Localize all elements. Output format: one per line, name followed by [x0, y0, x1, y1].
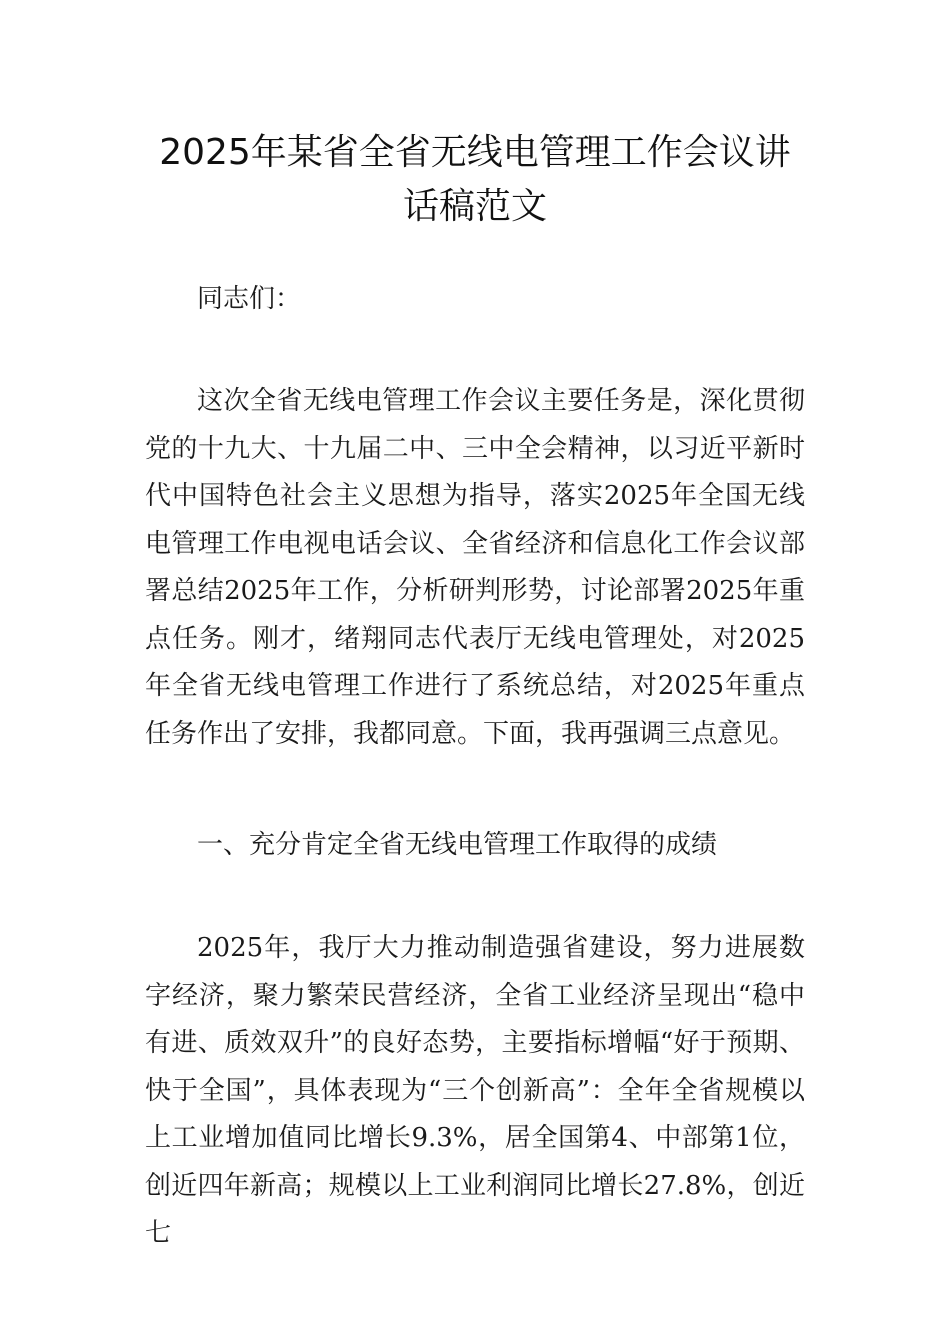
document-title: 2025年某省全省无线电管理工作会议讲话稿范文 — [159, 132, 791, 227]
greeting: 同志们： — [197, 284, 302, 314]
section-heading-1: 一、充分肯定全省无线电管理工作取得的成绩 — [197, 830, 718, 860]
paragraph-achievements: 2025年，我厅大力推动制造强省建设，努力进展数字经济，聚力繁荣民营经济，全省工业经济呈现出“稳中有进、质效双升”的良好态势，主要指标增幅“好于预期、快于全国”，具体表现为“三个创新高”：全年全省规模以上工业增加值同比增长9.3%，居全国第4、中部第1位，创近四年新高；规模以上工业利润同比增长27.8%，创近七 — [145, 933, 805, 1248]
paragraph-intro: 这次全省无线电管理工作会议主要任务是，深化贯彻党的十九大、十九届二中、三中全会精神，以习近平新时代中国特色社会主义思想为指导，落实2025年全国无线电管理工作电视电话会议、全省经济和信息化工作会议部署总结2025年工作，分析研判形势，讨论部署2025年重点任务。刚才，绪翔同志代表厅无线电管理处，对2025年全省无线电管理工作进行了系统总结，对2025年重点任务作出了安排，我都同意。下面，我再强调三点意见。 — [145, 386, 805, 749]
